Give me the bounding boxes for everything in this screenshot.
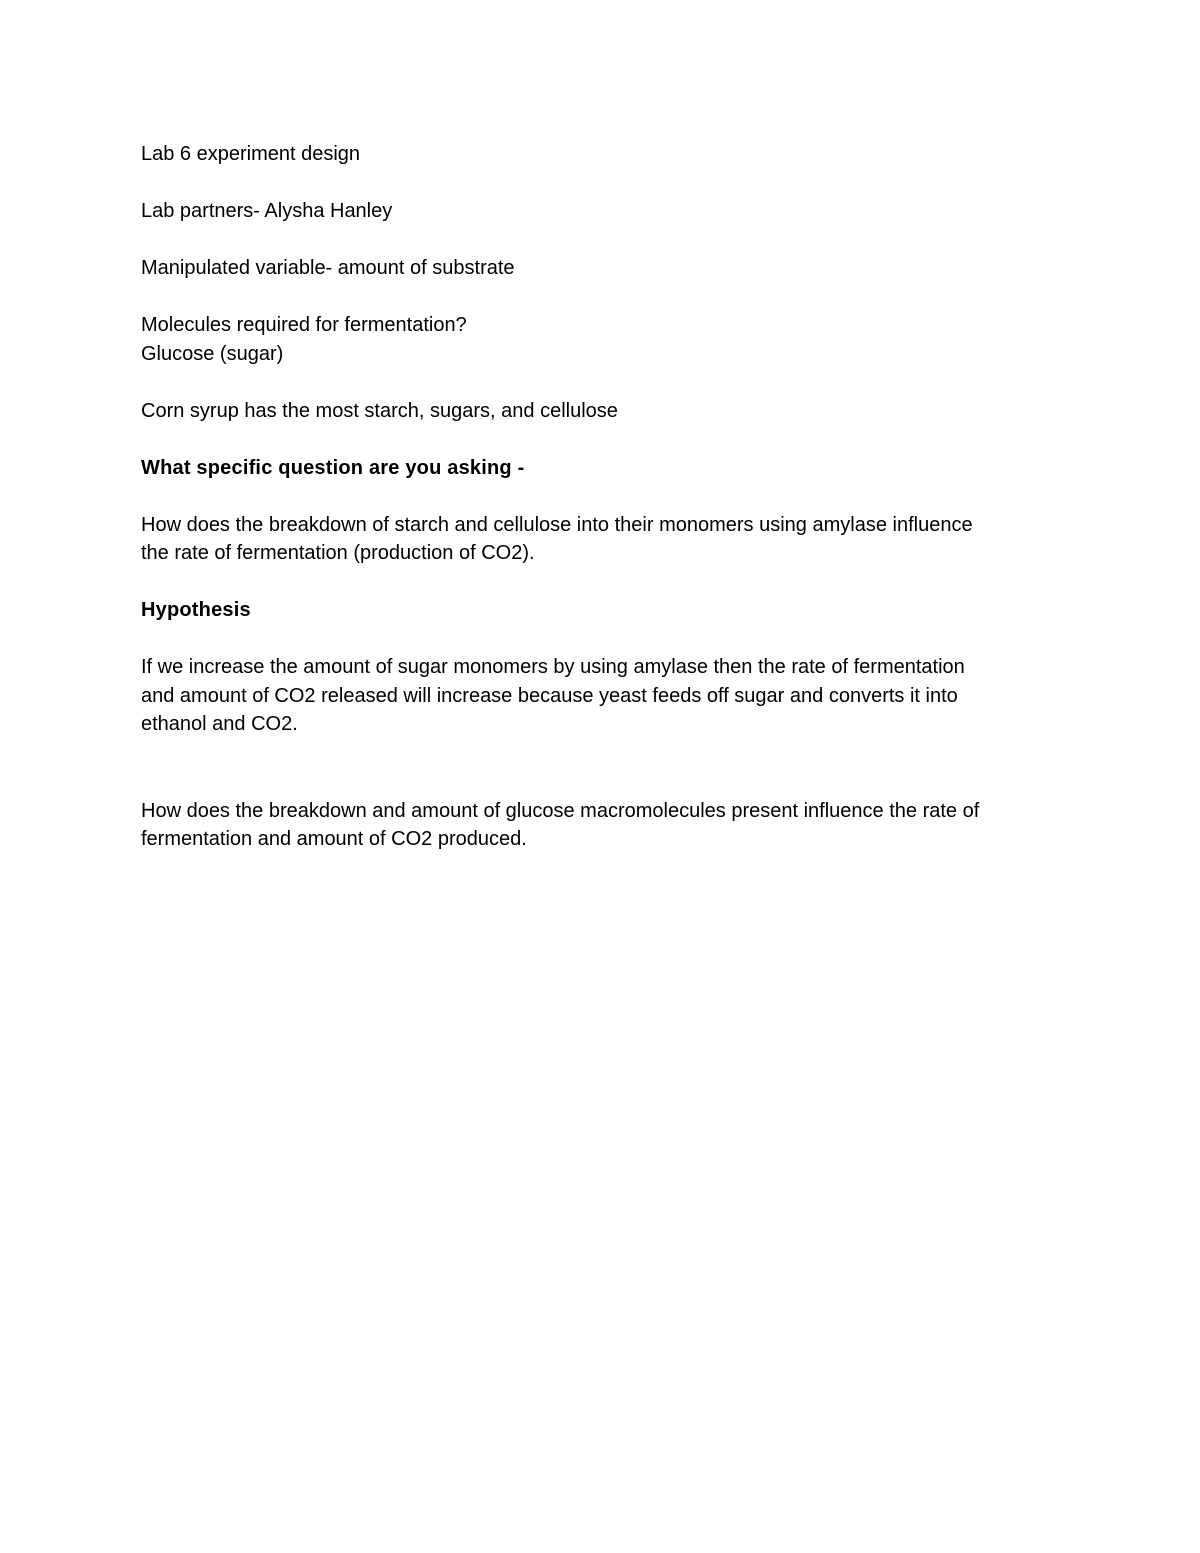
question-heading: What specific question are you asking - (141, 456, 525, 479)
molecules-answer-line: Glucose (sugar) (141, 342, 284, 365)
hypothesis-line-3: ethanol and CO2. (141, 713, 298, 735)
final-line-2: fermentation and amount of CO2 produced. (141, 828, 527, 850)
question-paragraph (141, 511, 1061, 568)
final-question-paragraph (141, 797, 1061, 854)
hypothesis-heading: Hypothesis (141, 599, 251, 621)
question-line-2: the rate of fermentation (production of CO2). (141, 542, 535, 564)
question-line-1: How does the breakdown of starch and cellulose into their monomers using amylase influence (141, 513, 973, 536)
manipulated-variable-line: Manipulated variable- amount of substrate (141, 257, 515, 279)
document-body (141, 140, 1061, 854)
hypothesis-line-2: and amount of CO2 released will increase because yeast feeds off sugar and converts it into (141, 684, 958, 707)
lab-partners-line: Lab partners- Alysha Hanley (141, 200, 393, 222)
corn-syrup-line: Corn syrup has the most starch, sugars, and cellulose (141, 399, 618, 422)
hypothesis-line-1: If we increase the amount of sugar monomers by using amylase then the rate of fermentation (141, 656, 965, 678)
final-line-1: How does the breakdown and amount of glucose macromolecules present influence the rate of (141, 799, 980, 822)
document-title: Lab 6 experiment design (141, 143, 361, 165)
hypothesis-paragraph (141, 653, 1061, 739)
molecules-question-line: Molecules required for fermentation? (141, 314, 467, 336)
